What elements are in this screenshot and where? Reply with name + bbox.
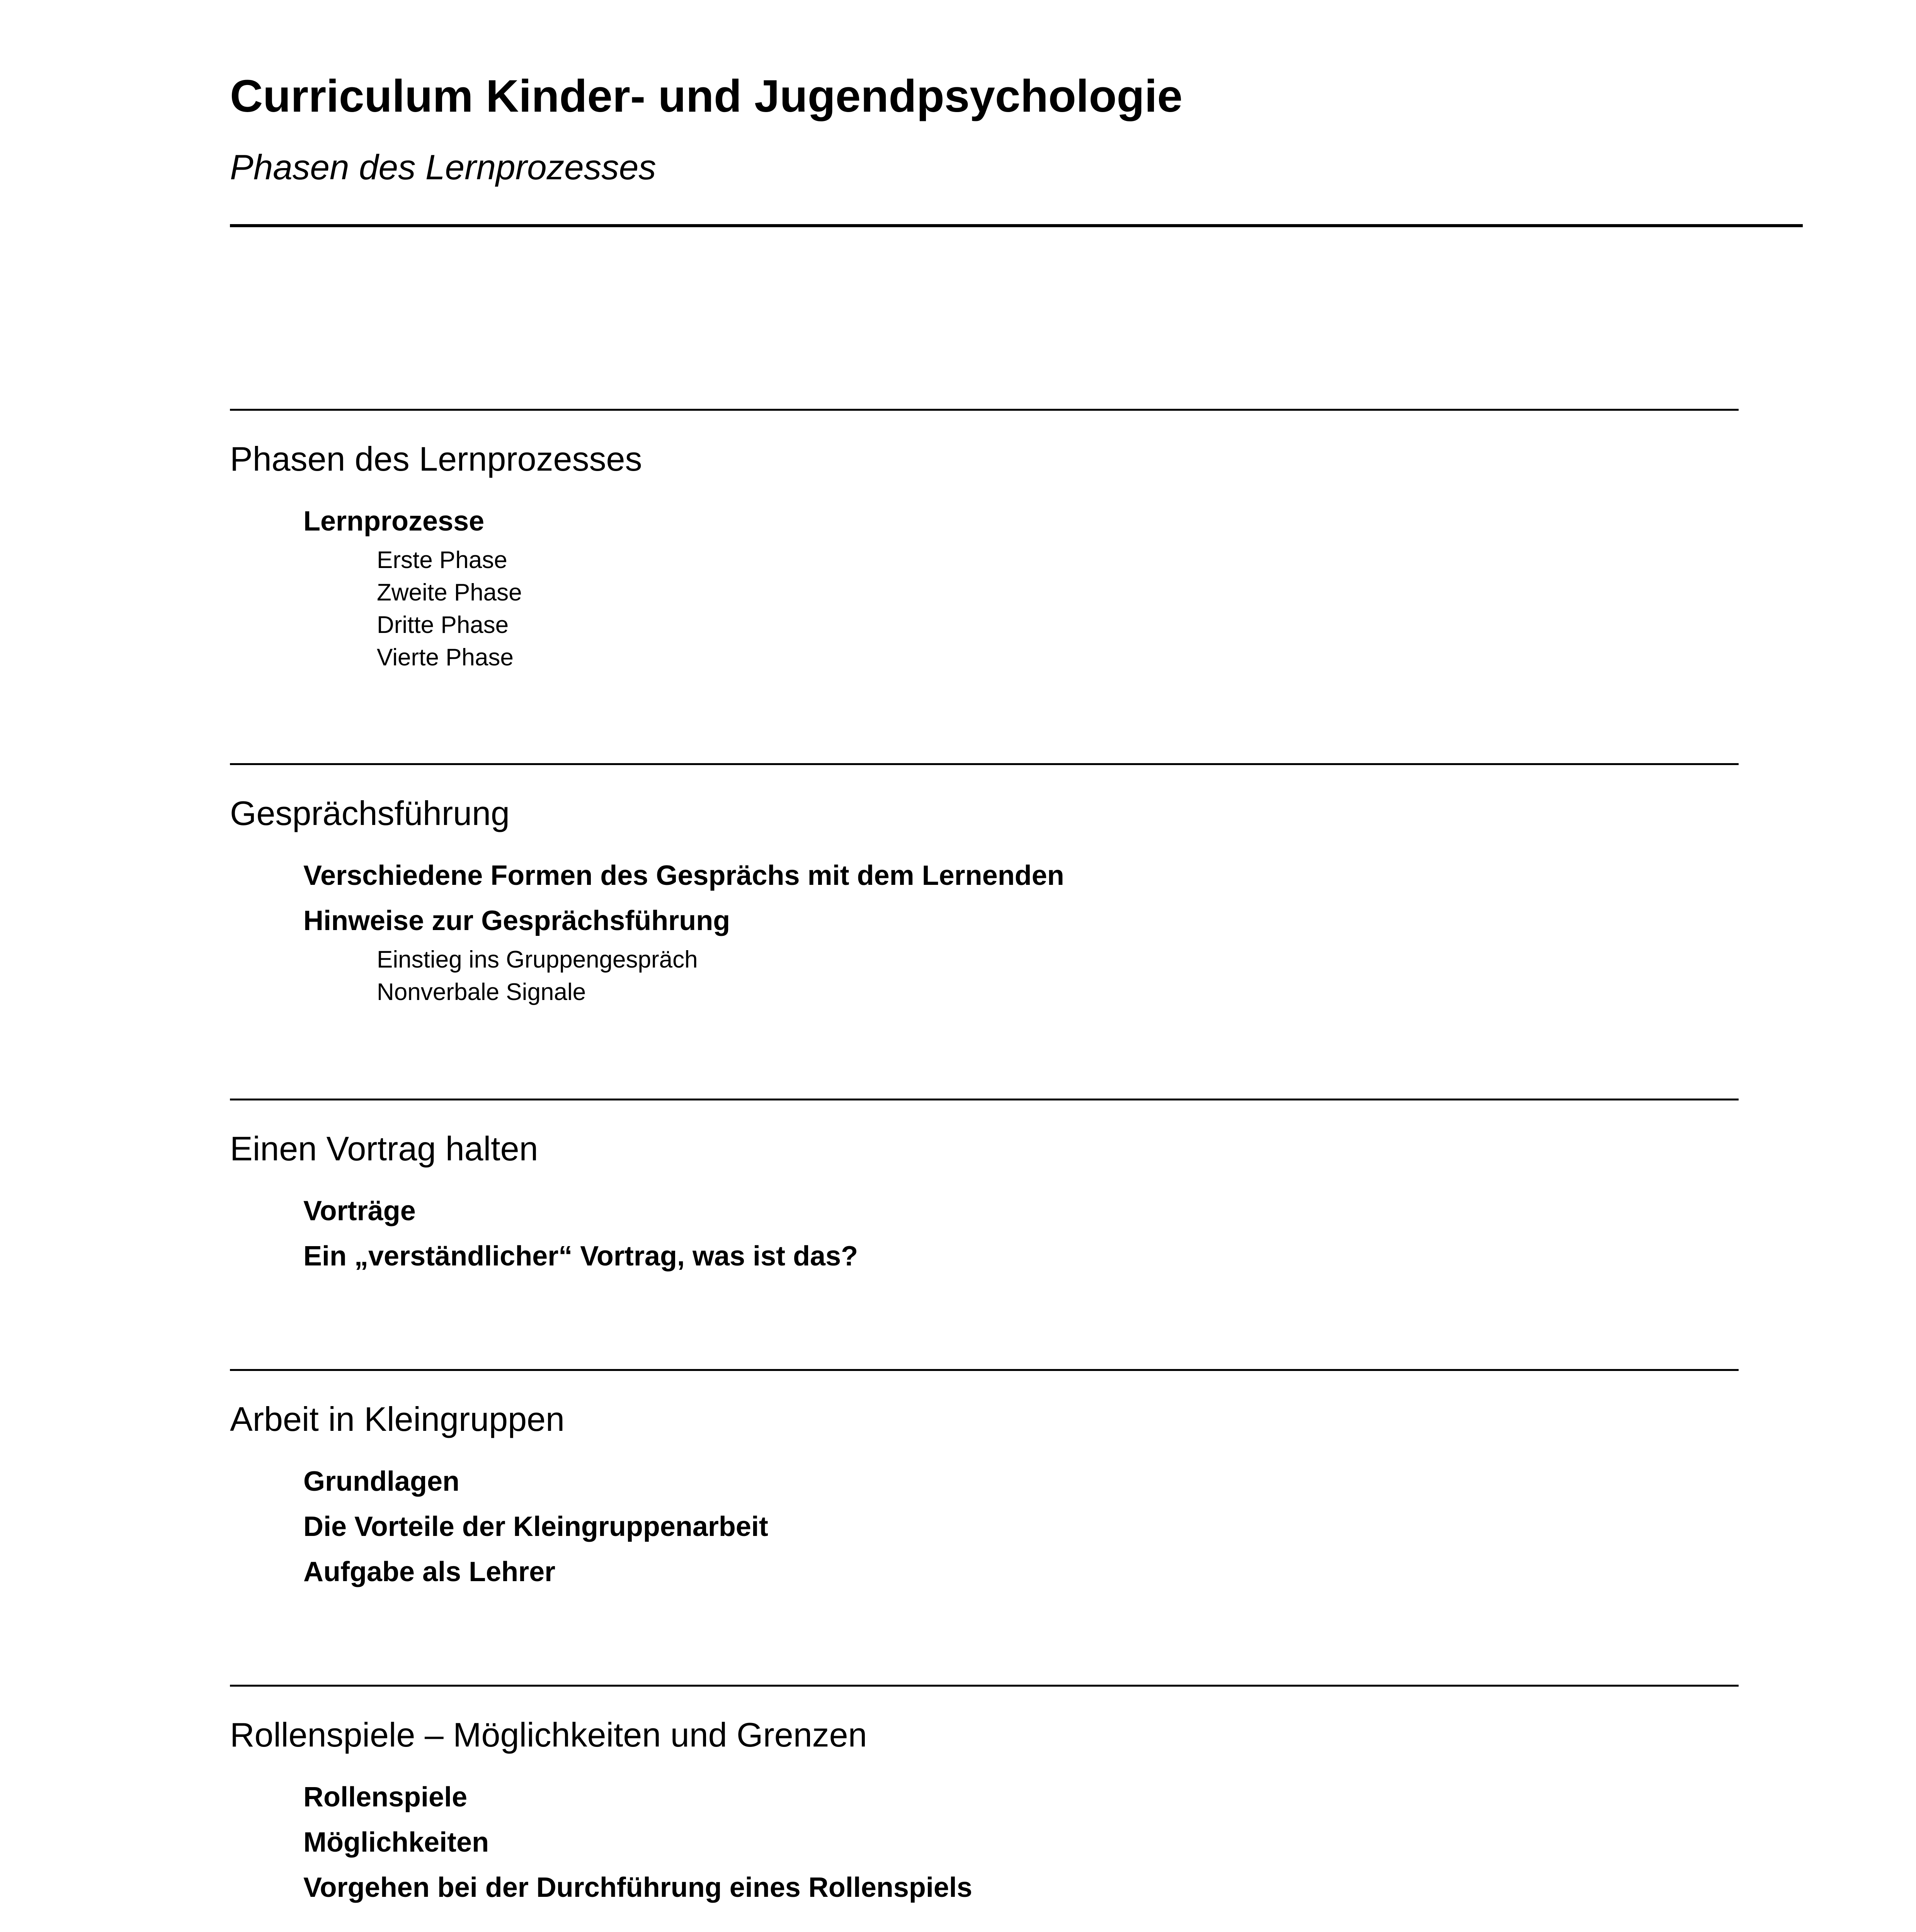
toc-item: Verschiedene Formen des Gesprächs mit dem Lernenden — [303, 860, 1064, 891]
page-title: Curriculum Kinder- und Jugendpsychologie — [230, 71, 1183, 122]
toc-item: Die Vorteile der Kleingruppenarbeit — [303, 1511, 768, 1542]
section-title: Arbeit in Kleingruppen — [230, 1400, 565, 1438]
page-subtitle: Phasen des Lernprozesses — [230, 148, 656, 187]
section-title: Einen Vortrag halten — [230, 1129, 538, 1168]
toc-item: Vorträge — [303, 1195, 416, 1226]
section-items — [230, 853, 1739, 1009]
toc-subitem: Erste Phase — [377, 546, 507, 573]
toc-section — [230, 1685, 1739, 1910]
toc-section — [230, 763, 1739, 1009]
toc-item: Aufgabe als Lehrer — [303, 1556, 556, 1587]
toc-subitem: Zweite Phase — [377, 579, 522, 606]
toc-item: Grundlagen — [303, 1466, 460, 1497]
section-items — [230, 1189, 1739, 1279]
toc-item: Ein „verständlicher“ Vortrag, was ist das? — [303, 1240, 858, 1272]
toc-item: Rollenspiele — [303, 1781, 468, 1813]
toc-subitem: Dritte Phase — [377, 611, 509, 638]
toc-subitem: Einstieg ins Gruppengespräch — [377, 946, 698, 973]
section-items — [230, 499, 1739, 674]
toc-subitem: Vierte Phase — [377, 644, 514, 671]
toc-item: Lernprozesse — [303, 505, 485, 537]
toc-section — [230, 1369, 1739, 1595]
section-title: Gesprächsführung — [230, 794, 510, 832]
section-items — [230, 1775, 1739, 1910]
section-title: Rollenspiele – Möglichkeiten und Grenzen — [230, 1716, 867, 1754]
header-divider — [230, 224, 1803, 227]
toc-subitem: Nonverbale Signale — [377, 978, 586, 1005]
toc-item: Hinweise zur Gesprächsführung — [303, 905, 730, 936]
toc-item: Möglichkeiten — [303, 1827, 489, 1858]
toc-section — [230, 409, 1739, 674]
section-title: Phasen des Lernprozesses — [230, 440, 642, 478]
toc-section — [230, 1099, 1739, 1279]
toc-item: Vorgehen bei der Durchführung eines Rollenspiels — [303, 1872, 972, 1903]
section-items — [230, 1459, 1739, 1595]
